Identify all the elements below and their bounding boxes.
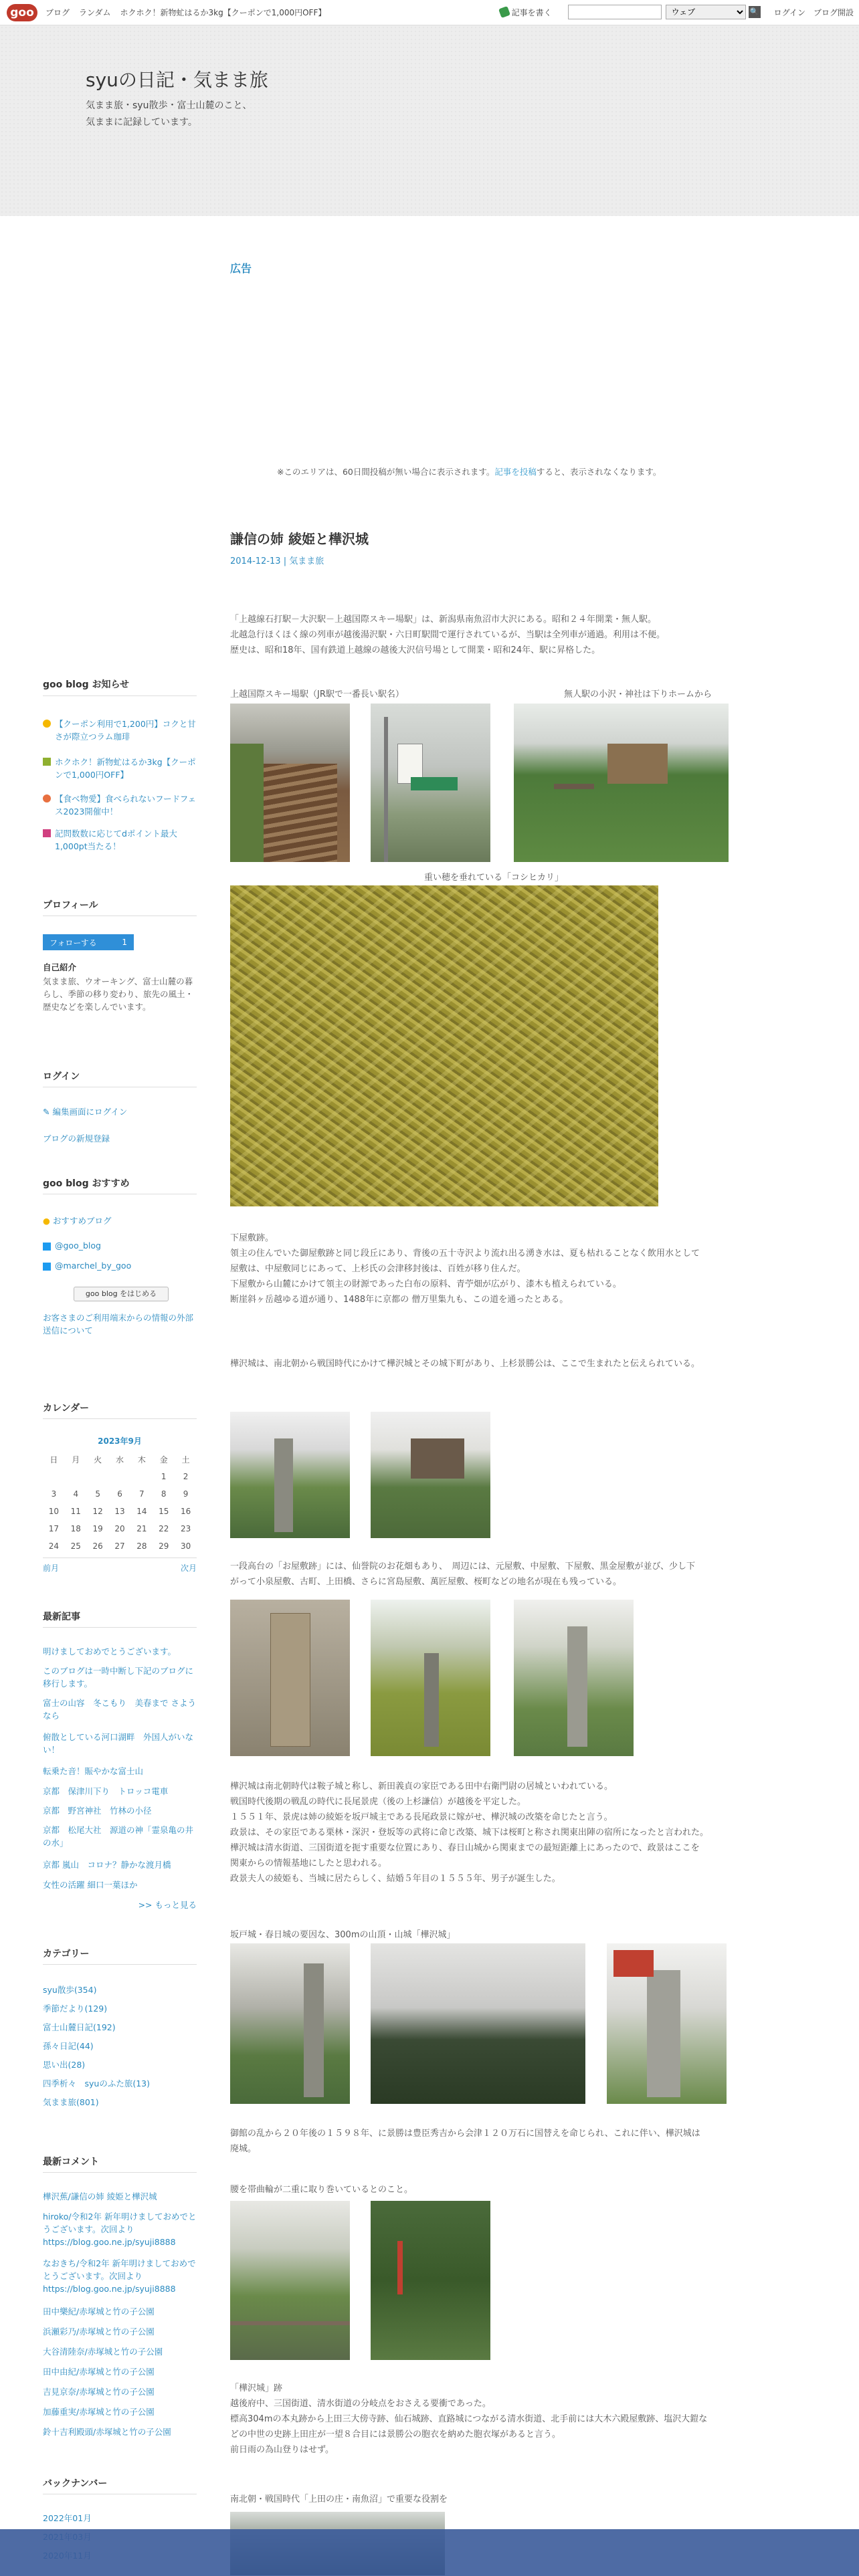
calendar-day: 17 <box>48 1524 60 1533</box>
weekday: 月 <box>72 1455 80 1465</box>
top-nav <box>45 7 335 18</box>
ad-notice-text: ※このエリアは、60日間投稿が無い場合に表示されます。 <box>277 467 495 477</box>
follow-label: フォローする <box>50 938 97 948</box>
calendar-day: 14 <box>136 1507 147 1516</box>
calendar-weekday-row <box>43 1451 197 1468</box>
site-description: 気まま旅・syu散歩・富士山麓のこと、 気ままに記録しています。 <box>86 100 252 128</box>
divider <box>43 1964 197 1965</box>
recent-heading: 最新記事 <box>43 1612 80 1622</box>
shrine-photo <box>514 704 729 862</box>
calendar-day: 24 <box>48 1541 60 1551</box>
news-item-label: 【食べ物愛】食べられないフードフェス2023開催中！ <box>55 794 197 817</box>
login-link[interactable]: ログイン <box>773 7 805 17</box>
comment-link[interactable]: 浜瀬彩乃/赤塚城と竹の子公園 <box>43 2327 155 2337</box>
calendar-heading: カレンダー <box>43 1403 90 1414</box>
calendar-day: 8 <box>161 1489 167 1499</box>
calendar-day: 25 <box>70 1541 81 1551</box>
star-icon <box>43 720 51 728</box>
self-intro-heading: 自己紹介 <box>43 962 77 972</box>
category-link[interactable]: syu散歩(354) <box>43 1985 97 1995</box>
twitter-icon <box>43 1243 51 1251</box>
calendar-week <box>43 1468 197 1485</box>
recent-post-link[interactable]: 富士の山容 冬こもり 美春まで さようなら <box>43 1698 196 1721</box>
comment-link[interactable]: 田中樂紀/赤塚城と竹の子公園 <box>43 2306 155 2317</box>
top-right-controls <box>500 5 854 19</box>
calendar-day: 13 <box>114 1507 125 1516</box>
comment-link[interactable]: 大谷清陸奈/赤塚城と竹の子公園 <box>43 2347 163 2357</box>
calendar-day: 12 <box>92 1507 103 1516</box>
search-button[interactable]: 🔍 <box>749 6 761 18</box>
photo-caption: 上越国際スキー場駅（JR駅で一番長い駅名） <box>230 689 404 700</box>
backnumber-heading: バックナンバー <box>43 2478 108 2489</box>
calendar-next-link[interactable]: 次月 <box>180 1564 197 1573</box>
self-intro-text: 気まま旅、ウオーキング、富士山麓の暮らし、季節の移り変わり、旅先の風土・歴史などを楽しんでいます。 <box>43 976 194 1012</box>
site-marker-photo <box>371 1600 490 1756</box>
category-link[interactable]: 四季析々 syuのふた旅(13) <box>43 2078 150 2088</box>
comment-link[interactable]: 加藤重実/赤塚城と竹の子公園 <box>43 2407 155 2417</box>
wooden-signboard-photo <box>230 1600 350 1756</box>
edit-login-link[interactable]: ✎ 編集画面にログイン <box>43 1107 128 1117</box>
paragraph: 南北朝・戦国時代「上田の庄・南魚沼」で重要な役割を <box>230 2494 448 2504</box>
recent-post-link[interactable]: 京都 嵐山 コロナ？静かな渡月橋 <box>43 1860 171 1870</box>
twitter-goo-blog-label: @goo_blog <box>55 1241 101 1251</box>
write-article-link[interactable] <box>500 7 552 18</box>
paragraph: 樺沢城は南北朝時代は鞍子城と称し、新田義貞の家臣である田中右衛門尉の居城といわれている。 戦国時代後期の戦乱の時代に長尾景虎（後の上杉謙信）が越後を平定した。 １５５１年、景虎は姉の綾姫を坂戸城主である長尾政景に嫁がせ、樺沢城の改築を命じたと言う。 政景は、その家臣である栗林・深沢・登坂等の武将に命じ改築、城下は桜町と称され関東出陣の宿所になったと言われた。 樺沢城は清水街道、三国街道を扼す重要な位置にあり、春日山城から関東までの最短距離上にあったので、政景はここを 関東からの情報基地にしたと思われる。 政景夫人の綾姫も、当城に居たらしく、結婚５年目の１５５５年、男子が誕生した。 <box>230 1782 709 1884</box>
recent-post-link[interactable]: 女性の活躍 細口一葉ほか <box>43 1880 138 1890</box>
paragraph: 下屋敷跡。 領主の住んでいた御屋敷跡と同じ段丘にあり、背後の五十寺沢より流れ出る湧き水は、夏も枯れることなく飲用水として 屋敷は、中屋敷同じにあって、上杉氏の会津移封後は、百姓が移り住んだ。 下屋敷から山麓にかけて領主の財源であった白布の原料、青苧畑が広がり、漆木も植えられている。 断崖斜ヶ岳越ゆる道が通り、1488年に京都の 僧万里集九も、この道を通ったとある。 <box>230 1233 700 1305</box>
recent-post-link[interactable]: 転乗た音！賑やかな富士山 <box>43 1766 144 1776</box>
news-item[interactable] <box>43 756 197 781</box>
station-stairs-photo <box>230 704 350 862</box>
photo-caption: 無人駅の小沢・神社は下りホームから <box>564 689 712 700</box>
paragraph: 樺沢城は、南北朝から戦国時代にかけて樺沢城とその城下町があり、上杉景勝公は、ここで生まれたと伝えられている。 <box>230 1359 700 1369</box>
castle-mountain-photo <box>371 1943 585 2104</box>
comment-link[interactable]: なおきち/令和2年 新年明けましておめでとうございます。次回より https://blog.goo.ne.jp/syuji8888 <box>43 2258 196 2294</box>
paragraph: 腰を帯曲輪が二重に取り巻いているとのこと。 <box>230 2185 413 2195</box>
forest-shrine-photo <box>371 2201 490 2360</box>
note-icon <box>43 829 51 837</box>
edit-login-label: 編集画面にログイン <box>52 1107 128 1117</box>
follow-button[interactable] <box>43 934 134 950</box>
external-transmission-link[interactable]: お客さまのご利用端末からの情報の外部送信について <box>43 1313 194 1335</box>
twitter-marchel-label: @marchel_by_goo <box>55 1261 132 1271</box>
news-item-label: 記問数数に応じてdポイント最大1,000pt当たる！ <box>55 829 177 851</box>
calendar-day: 7 <box>139 1489 145 1499</box>
calendar-day: 2 <box>183 1472 189 1481</box>
news-item-label: ホクホク！新物虻はるか3kg【クーポンで1,000円OFF】 <box>55 757 196 780</box>
recent-post-link[interactable]: 京都 野宮神社 竹林の小径 <box>43 1806 152 1816</box>
paragraph: 「樺沢城」跡 越後府中、三国街道、清水街道の分岐点をおさえる要衝であった。 標高304mの本丸跡から上田三大傍寺跡、仙石城跡、直路城につながる清水街道、北手前には大木六殿屋敷跡、塩沢大鎧な どの中世の史跡上田庄が一望８合目には景勝公の胞衣を納めた胞衣塚があると言う。 前日雨の為山登りはせず。 <box>230 2383 708 2455</box>
news-item[interactable] <box>43 792 197 818</box>
comment-link[interactable]: 田中由紀/赤塚城と竹の子公園 <box>43 2367 155 2377</box>
twitter-marchel-link[interactable] <box>43 1259 197 1272</box>
calendar-week <box>43 1537 197 1555</box>
nav-blog-link[interactable]: ブログ <box>45 8 70 17</box>
calendar-week <box>43 1503 197 1520</box>
calendar-nav <box>43 1558 197 1574</box>
calendar-day: 21 <box>136 1524 147 1533</box>
pen-icon <box>498 6 510 18</box>
article-title[interactable]: 謙信の姉 綾姫と樺沢城 <box>230 531 369 547</box>
blog-open-link[interactable]: ブログ開設 <box>813 7 854 17</box>
weekday: 火 <box>94 1455 102 1465</box>
category-link[interactable]: 気まま旅(801) <box>43 2097 99 2107</box>
calendar-day: 19 <box>92 1524 103 1533</box>
blog-header <box>0 25 859 216</box>
paragraph: 御館の乱から２０年後の１５９８年、に景勝は豊臣秀吉から会津１２０万石に国替えを命じられ、これに伴い、樺沢城は 廃城。 <box>230 2129 700 2154</box>
gift-icon <box>43 758 51 766</box>
calendar-day: 15 <box>159 1507 169 1516</box>
calendar-day: 16 <box>180 1507 191 1516</box>
photo-caption: 坂戸城・春日城の要因な、300mの山頂・山城「樺沢城」 <box>230 1930 456 1940</box>
recent-post-link[interactable]: このブログは一時中断し下記のブログに移行します。 <box>43 1666 194 1689</box>
calendar-day: 29 <box>159 1541 169 1551</box>
food-icon <box>43 794 51 802</box>
photo-caption: 重い穂を垂れている「コシヒカリ」 <box>424 873 564 883</box>
top-navigation-bar <box>0 0 859 25</box>
recommend-heading: goo blog おすすめ <box>43 1178 130 1189</box>
calendar-day: 5 <box>95 1489 100 1499</box>
calendar-day: 23 <box>180 1524 191 1533</box>
search-scope-select[interactable] <box>666 5 746 19</box>
ad-heading: 広告 <box>230 262 252 275</box>
calendar-day: 30 <box>180 1541 191 1551</box>
category-link[interactable]: 季節だより(129) <box>43 2004 108 2014</box>
comment-link[interactable]: 樺沢蕉/謙信の姉 綾姫と樺沢城 <box>43 2191 157 2202</box>
category-link[interactable]: 富士山麓日記(192) <box>43 2022 116 2032</box>
category-link[interactable]: 孫々日記(44) <box>43 2041 94 2051</box>
recent-post-link[interactable]: 明けましておめでとうございます。 <box>43 1646 177 1656</box>
recommend-blog-label: おすすめブログ <box>52 1216 112 1226</box>
calendar-day: 22 <box>159 1524 169 1533</box>
weekday: 日 <box>50 1455 58 1465</box>
weekday: 水 <box>116 1455 124 1465</box>
railway-photo <box>230 2201 350 2360</box>
weekday: 土 <box>181 1455 190 1465</box>
calendar-day: 6 <box>117 1489 122 1499</box>
paragraph: 一段高台の「お屋敷跡」には、仙誉院のお花畑もあり、 周辺には、元屋敷、中屋敷、下屋敷、黒金屋敷が並び、少し下 がって小泉屋敷、古町、上田橋、さらに宮島屋敷、萬匠屋敷、桜町などの地名が現在も残っている。 <box>230 1562 695 1587</box>
castle-signpost-photo <box>607 1943 727 2104</box>
castle-marker-photo <box>230 1943 350 2104</box>
twitter-goo-blog-link[interactable] <box>43 1239 197 1252</box>
comment-link[interactable]: 吉見京奈/赤塚城と竹の子公園 <box>43 2387 155 2397</box>
calendar-day: 9 <box>183 1489 189 1499</box>
calendar-day: 3 <box>51 1489 57 1499</box>
station-sign-photo <box>371 704 490 862</box>
article-meta: 2014-12-13 | 気まま旅 <box>230 556 324 566</box>
stone-pillar-photo <box>514 1600 634 1756</box>
news-item[interactable] <box>43 827 197 853</box>
recent-post-link[interactable]: 京都 松尾大社 源道の神「霊泉亀の井の水」 <box>43 1825 194 1848</box>
recent-post-link[interactable]: 京都 保津川下り トロッコ電車 <box>43 1786 169 1796</box>
news-item-label: 【クーポン利用で1,200円】コクと甘さが際立つラム珈琲 <box>55 719 196 742</box>
calendar <box>43 1435 197 1574</box>
backnumber-link[interactable]: 2022年01月 <box>43 2513 92 2523</box>
calendar-day: 10 <box>48 1507 60 1516</box>
write-article-label: 記事を書く <box>511 7 552 17</box>
nav-random-link[interactable]: ランダム <box>79 8 111 17</box>
calendar-day: 4 <box>73 1489 79 1499</box>
calendar-month[interactable]: 2023年9月 <box>98 1436 142 1446</box>
calendar-day: 28 <box>136 1541 147 1551</box>
login-heading: ログイン <box>43 1071 80 1082</box>
paragraph: 「上越線石打駅－大沢駅－上越国際スキー場駅」は、新潟県南魚沼市大沢にある。昭和２４年開業・無人駅。 北越急行ほくほく線の列車が越後湯沢駅・六日町駅間で運行されているが、当駅は全列車が通過。利用は不便。 歴史は、昭和18年、国有鉄道上越線の越後大沢信号場として開業・昭和24年、駅に昇格した。 <box>230 615 666 655</box>
calendar-week <box>43 1485 197 1503</box>
calendar-day: 20 <box>114 1524 125 1533</box>
start-blog-badge[interactable]: goo blog をはじめる <box>74 1287 169 1301</box>
register-link[interactable]: ブログの新規登録 <box>43 1134 110 1144</box>
category-heading: カテゴリー <box>43 1949 90 1959</box>
calendar-prev-link[interactable]: 前月 <box>43 1564 60 1573</box>
search-input[interactable] <box>568 5 662 19</box>
follow-count: 1 <box>122 938 127 947</box>
stone-monument-photo <box>230 1412 350 1538</box>
divider <box>43 1627 197 1628</box>
news-heading: goo blog お知らせ <box>43 679 130 690</box>
goo-logo[interactable]: goo <box>7 4 37 21</box>
divider <box>43 2172 197 2173</box>
news-item[interactable] <box>43 718 197 743</box>
calendar-day: 1 <box>161 1472 167 1481</box>
weekday: 木 <box>137 1455 146 1465</box>
site-title[interactable]: syuの日記・気まま旅 <box>86 69 268 91</box>
article-category[interactable]: 気まま旅 <box>289 556 324 566</box>
rice-field-photo <box>230 885 658 1206</box>
comment-heading: 最新コメント <box>43 2157 99 2167</box>
divider <box>43 695 197 696</box>
weekday: 金 <box>159 1455 168 1465</box>
ad-notice <box>277 465 661 477</box>
recent-post-link[interactable]: 俯散としている河口湖畔 外国人がいない！ <box>43 1732 194 1755</box>
article-date[interactable]: 2014-12-13 <box>230 556 281 566</box>
calendar-week <box>43 1520 197 1537</box>
recommend-blog-link[interactable] <box>43 1214 197 1227</box>
divider <box>43 1418 197 1419</box>
ad-notice-text-end: すると、表示されなくなります。 <box>536 467 662 477</box>
promo-link[interactable]: ホクホク！新物虻はるか3kg【クーポンで1,000円OFF】 <box>120 8 326 17</box>
bottom-overlay-band <box>0 2529 859 2576</box>
more-link[interactable]: >> もっと見る <box>138 1900 197 1910</box>
twitter-icon <box>43 1263 51 1271</box>
lightbulb-icon: ● <box>43 1216 50 1226</box>
calendar-day: 18 <box>70 1524 81 1533</box>
comment-link[interactable]: hiroko/令和2年 新年明けましておめでとうございます。次回より https://blog.goo.ne.jp/syuji8888 <box>43 2212 197 2247</box>
village-photo <box>371 1412 490 1538</box>
comment-link[interactable]: 鈴十吉利殿頭/赤塚城と竹の子公園 <box>43 2427 171 2437</box>
calendar-day: 11 <box>70 1507 81 1516</box>
profile-heading: プロフィール <box>43 900 98 911</box>
calendar-day: 27 <box>114 1541 125 1551</box>
post-article-link[interactable]: 記事を投稿 <box>494 467 537 477</box>
category-link[interactable]: 思い出(28) <box>43 2060 86 2070</box>
calendar-day: 26 <box>92 1541 103 1551</box>
